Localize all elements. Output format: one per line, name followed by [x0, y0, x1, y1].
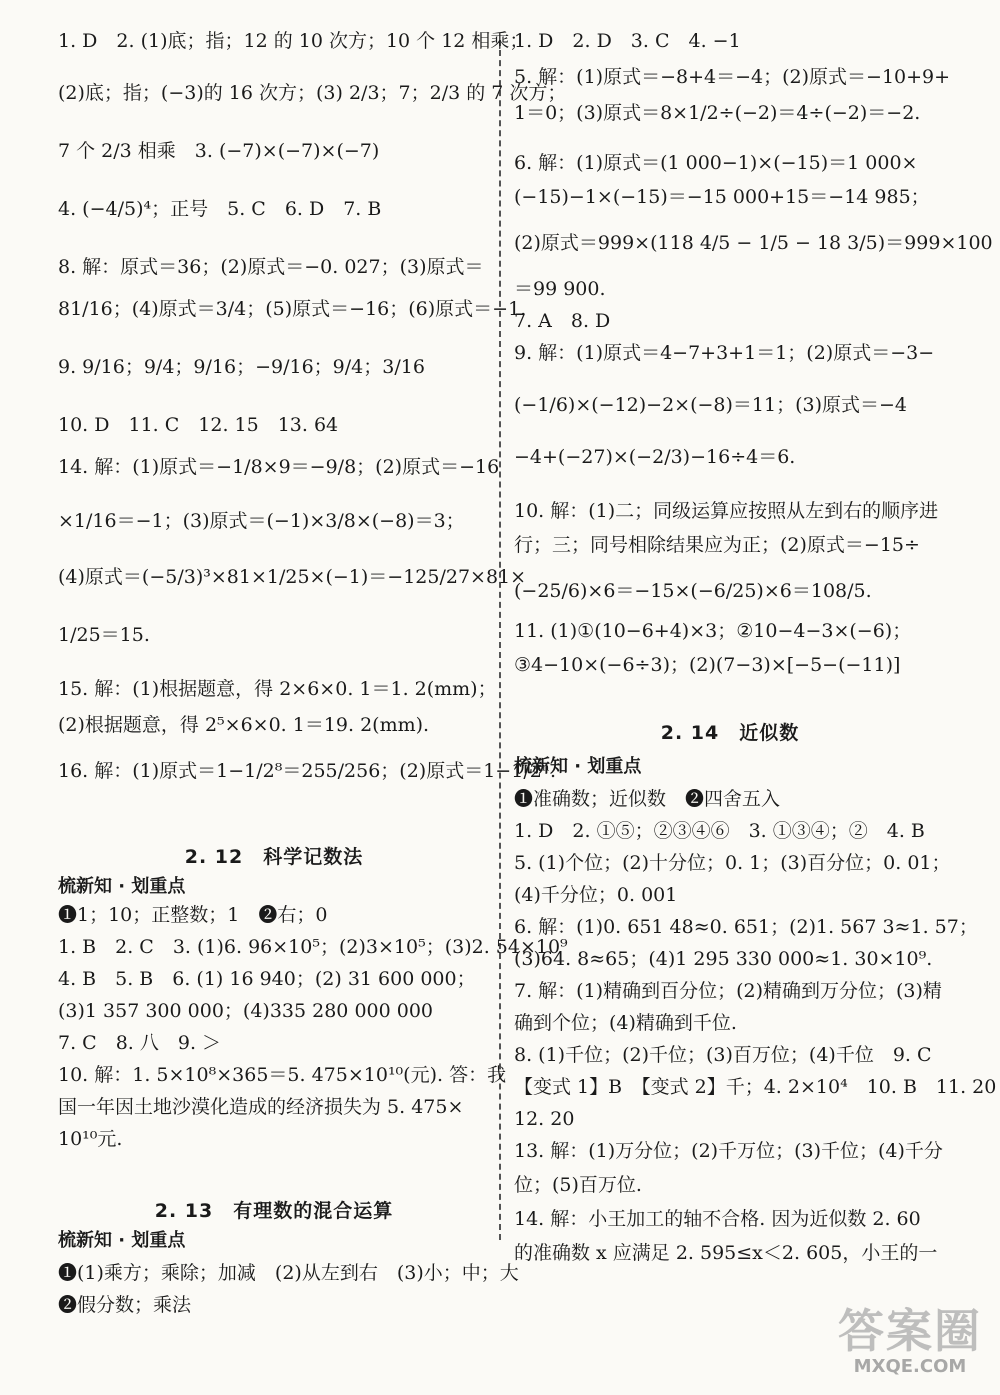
answer-line: 9. 解：(1)原式＝4−7+3+1＝1；(2)原式＝−3−	[514, 342, 935, 364]
answer-line: 13. 解：(1)万分位；(2)千万位；(3)千位；(4)千分	[514, 1140, 943, 1162]
answer-line: 15. 解：(1)根据题意，得 2×6×0. 1＝1. 2(mm)；	[58, 678, 497, 700]
answer-line: 10. 解：(1)二；同级运算应按照从左到右的顺序进	[514, 500, 939, 522]
answer-line: ❶准确数；近似数 ❷四舍五入	[514, 788, 781, 810]
answer-line: 10. 解：1. 5×10⁸×365＝5. 475×10¹⁰(元). 答：我	[58, 1064, 507, 1086]
answer-line: 9. 9/16；9/4；9/16；−9/16；9/4；3/16	[58, 356, 425, 378]
subsection-title: 梳新知 · 划重点	[58, 876, 186, 897]
answer-line: ③4−10×(−6÷3)；(2)(7−3)×[−5−(−11)]	[514, 654, 901, 676]
answer-line: (3)64. 8≈65；(4)1 295 330 000≈1. 30×10⁹.	[514, 948, 933, 970]
answer-line: 7. 解：(1)精确到百分位；(2)精确到万分位；(3)精	[514, 980, 942, 1002]
answer-line: (2)根据题意，得 2⁵×6×0. 1＝19. 2(mm).	[58, 714, 430, 736]
answer-line: −4+(−27)×(−2/3)−16÷4＝6.	[514, 446, 796, 468]
answer-line: 6. 解：(1)原式＝(1 000−1)×(−15)＝1 000×	[514, 152, 918, 174]
answer-line: 1. B 2. C 3. (1)6. 96×10⁵；(2)3×10⁵；(3)2. 54×10⁹	[58, 936, 568, 958]
watermark-text: 答案圈	[838, 1304, 982, 1358]
answer-line: 81/16；(4)原式＝3/4；(5)原式＝−16；(6)原式＝−1.	[58, 298, 527, 320]
answer-line: (3)1 357 300 000；(4)335 280 000 000	[58, 1000, 434, 1022]
answer-line: 行；三；同号相除结果应为正；(2)原式＝−15÷	[514, 534, 920, 556]
answer-line: 1＝0；(3)原式＝8×1/2÷(−2)＝4÷(−2)＝−2.	[514, 102, 921, 124]
answer-line: 8. 解：原式＝36；(2)原式＝−0. 027；(3)原式＝	[58, 256, 484, 278]
answer-line: (2)原式＝999×(118 4/5 − 1/5 − 18 3/5)＝999×100	[514, 232, 993, 254]
answer-line: 确到个位；(4)精确到千位.	[514, 1012, 737, 1034]
subsection-title: 梳新知 · 划重点	[58, 1230, 186, 1251]
answer-line: ❶(1)乘方；乘除；加减 (2)从左到右 (3)小；中；大	[58, 1262, 519, 1284]
answer-line: 7 个 2/3 相乘 3. (−7)×(−7)×(−7)	[58, 140, 380, 162]
answer-line: 1. D 2. D 3. C 4. −1	[514, 30, 741, 52]
answer-line: (−1/6)×(−12)−2×(−8)＝11；(3)原式＝−4	[514, 394, 908, 416]
answer-line: 6. 解：(1)0. 651 48≈0. 651；(2)1. 567 3≈1. 57；	[514, 916, 978, 938]
answer-line: 位；(5)百万位.	[514, 1174, 642, 1196]
answer-line: 7. A 8. D	[514, 310, 611, 332]
answer-line: (4)千分位；0. 001	[514, 884, 678, 906]
section-title: 2. 12 科学记数法	[184, 846, 364, 868]
answer-line: (2)底；指；(−3)的 16 次方；(3) 2/3；7；2/3 的 7 次方；	[58, 82, 567, 104]
answer-line: 4. B 5. B 6. (1) 16 940；(2) 31 600 000；	[58, 968, 476, 990]
right-column	[514, 28, 997, 1272]
answer-line: 10¹⁰元.	[58, 1128, 123, 1150]
answer-line: 的准确数 x 应满足 2. 595≤x＜2. 605，小王的一	[514, 1242, 938, 1264]
answer-line: 5. 解：(1)原式＝−8+4＝−4；(2)原式＝−10+9+	[514, 66, 951, 88]
answer-line: ❷假分数；乘法	[58, 1294, 192, 1316]
answer-line: 12. 20	[514, 1108, 575, 1130]
answer-line: 1. D 2. ①⑤；②③④⑥ 3. ①③④；② 4. B	[514, 820, 925, 842]
answer-line: 4. (−4/5)⁴；正号 5. C 6. D 7. B	[58, 198, 382, 220]
answer-line: 8. (1)千位；(2)千位；(3)百万位；(4)千位 9. C	[514, 1044, 932, 1066]
answer-line: 国一年因土地沙漠化造成的经济损失为 5. 475×	[58, 1096, 464, 1118]
section-title: 2. 13 有理数的混合运算	[154, 1200, 394, 1222]
answer-line: ❶1；10；正整数；1 ❷右；0	[58, 904, 328, 926]
answer-line: 11. (1)①(10−6+4)×3；②10−4−3×(−6)；	[514, 620, 912, 642]
answer-line: 14. 解：(1)原式＝−1/8×9＝−9/8；(2)原式＝−16	[58, 456, 500, 478]
watermark-url: MXQE.COM	[853, 1356, 967, 1377]
answer-line: (−25/6)×6＝−15×(−6/25)×6＝108/5.	[514, 580, 872, 602]
answer-line: (4)原式＝(−5/3)³×81×1/25×(−1)＝−125/27×81×	[58, 566, 527, 588]
answer-line: 10. D 11. C 12. 15 13. 64	[58, 414, 339, 436]
answer-line: 【变式 1】B 【变式 2】千；4. 2×10⁴ 10. B 11. 20	[514, 1076, 997, 1098]
subsection-title: 梳新知 · 划重点	[514, 756, 642, 777]
answer-line: 1. D 2. (1)底；指；12 的 10 次方；10 个 12 相乘；	[58, 30, 529, 52]
column-divider	[499, 40, 501, 1240]
answer-line: 1/25＝15.	[58, 624, 150, 646]
answer-line: 14. 解：小王加工的轴不合格. 因为近似数 2. 60	[514, 1208, 921, 1230]
answer-line: ×1/16＝−1；(3)原式＝(−1)×3/8×(−8)＝3；	[58, 510, 465, 532]
answer-line: (−15)−1×(−15)＝−15 000+15＝−14 985；	[514, 186, 930, 208]
section-title: 2. 14 近似数	[660, 722, 800, 744]
answer-line: ＝99 900.	[514, 278, 606, 300]
answer-line: 16. 解：(1)原式＝1−1/2⁸＝255/256；(2)原式＝1−1/2ⁿ.	[58, 760, 557, 782]
watermark-logo	[838, 1306, 982, 1377]
answer-line: 7. C 8. 八 9. ＞	[58, 1032, 222, 1054]
answer-line: 5. (1)个位；(2)十分位；0. 1；(3)百分位；0. 01；	[514, 852, 951, 874]
